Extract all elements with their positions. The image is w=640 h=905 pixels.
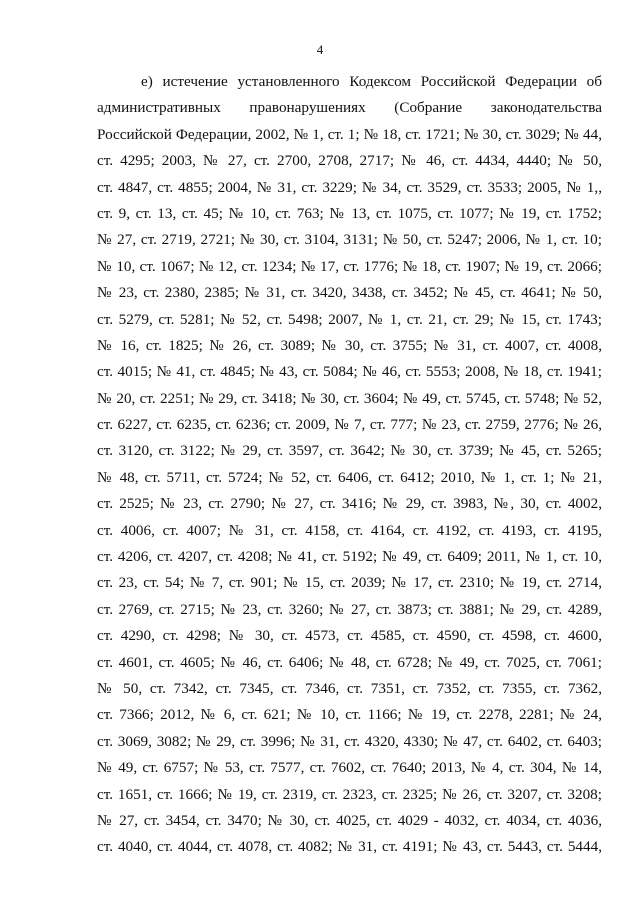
text-line: ст. 2525; № 23, ст. 2790; № 27, ст. 3416; № 29, ст. 3983, №, 30, ст. 4002, — [97, 495, 602, 513]
text-line: ст. 2769, ст. 2715; № 23, ст. 3260; № 27, ст. 3873; ст. 3881; № 29, ст. 4289, — [97, 600, 602, 618]
text-line: ст. 4040, ст. 4044, ст. 4078, ст. 4082; № 31, ст. 4191; № 43, ст. 5443, ст. 5444, — [97, 838, 602, 856]
text-line: ст. 3069, 3082; № 29, ст. 3996; № 31, ст. 4320, 4330; № 47, ст. 6402, ст. 6403; — [97, 732, 602, 750]
text-line: ст. 1651, ст. 1666; № 19, ст. 2319, ст. 2323, ст. 2325; № 26, ст. 3207, ст. 3208; — [97, 785, 602, 803]
text-line: ст. 4290, ст. 4298; № 30, ст. 4573, ст. 4585, ст. 4590, ст. 4598, ст. 4600, — [97, 627, 602, 645]
text-line: № 16, ст. 1825; № 26, ст. 3089; № 30, ст. 3755; № 31, ст. 4007, ст. 4008, — [97, 336, 602, 354]
text-line: ст. 23, ст. 54; № 7, ст. 901; № 15, ст. 2039; № 17, ст. 2310; № 19, ст. 2714, — [97, 574, 602, 592]
text-line: е) истечение установленного Кодексом Российской Федерации об — [141, 73, 602, 90]
text-line: административных правонарушениях (Собрание законодательства — [97, 99, 602, 117]
text-line: ст. 4295; 2003, № 27, ст. 2700, 2708, 2717; № 46, ст. 4434, 4440; № 50, — [97, 152, 602, 170]
text-line: № 23, ст. 2380, 2385; № 31, ст. 3420, 3438, ст. 3452; № 45, ст. 4641; № 50, — [97, 284, 602, 302]
text-line: № 27, ст. 3454, ст. 3470; № 30, ст. 4025, ст. 4029 - 4032, ст. 4034, ст. 4036, — [97, 811, 602, 829]
text-line: ст. 4206, ст. 4207, ст. 4208; № 41, ст. 5192; № 49, ст. 6409; 2011, № 1, ст. 10, — [97, 548, 602, 566]
text-line: ст. 3120, ст. 3122; № 29, ст. 3597, ст. 3642; № 30, ст. 3739; № 45, ст. 5265; — [97, 442, 602, 460]
text-line: ст. 4015; № 41, ст. 4845; № 43, ст. 5084; № 46, ст. 5553; 2008, № 18, ст. 1941; — [97, 363, 602, 381]
text-line: ст. 6227, ст. 6235, ст. 6236; ст. 2009, № 7, ст. 777; № 23, ст. 2759, 2776; № 26, — [97, 416, 602, 434]
text-line: № 10, ст. 1067; № 12, ст. 1234; № 17, ст. 1776; № 18, ст. 1907; № 19, ст. 2066; — [97, 257, 602, 275]
text-line: ст. 4006, ст. 4007; № 31, ст. 4158, ст. 4164, ст. 4192, ст. 4193, ст. 4195, — [97, 521, 602, 539]
text-line: № 50, ст. 7342, ст. 7345, ст. 7346, ст. 7351, ст. 7352, ст. 7355, ст. 7362, — [97, 679, 602, 697]
text-line: Российской Федерации, 2002, № 1, ст. 1; № 18, ст. 1721; № 30, ст. 3029; № 44, — [97, 125, 602, 143]
body-text — [97, 69, 602, 861]
text-line: ст. 7366; 2012, № 6, ст. 621; № 10, ст. 1166; № 19, ст. 2278, 2281; № 24, — [97, 706, 602, 724]
text-line: ст. 4601, ст. 4605; № 46, ст. 6406; № 48, ст. 6728; № 49, ст. 7025, ст. 7061; — [97, 653, 602, 671]
page-number: 4 — [316, 42, 324, 57]
text-line: № 27, ст. 2719, 2721; № 30, ст. 3104, 3131; № 50, ст. 5247; 2006, № 1, ст. 10; — [97, 231, 602, 249]
text-line: ст. 5279, ст. 5281; № 52, ст. 5498; 2007, № 1, ст. 21, ст. 29; № 15, ст. 1743; — [97, 310, 602, 328]
text-line: № 48, ст. 5711, ст. 5724; № 52, ст. 6406, ст. 6412; 2010, № 1, ст. 1; № 21, — [97, 468, 602, 486]
text-line: № 49, ст. 6757; № 53, ст. 7577, ст. 7602, ст. 7640; 2013, № 4, ст. 304, № 14, — [97, 759, 602, 777]
text-line: ст. 4847, ст. 4855; 2004, № 31, ст. 3229; № 34, ст. 3529, ст. 3533; 2005, № 1,, — [97, 178, 602, 196]
text-line: № 20, ст. 2251; № 29, ст. 3418; № 30, ст. 3604; № 49, ст. 5745, ст. 5748; № 52, — [97, 389, 602, 407]
text-line: ст. 9, ст. 13, ст. 45; № 10, ст. 763; № 13, ст. 1075, ст. 1077; № 19, ст. 1752; — [97, 204, 602, 222]
